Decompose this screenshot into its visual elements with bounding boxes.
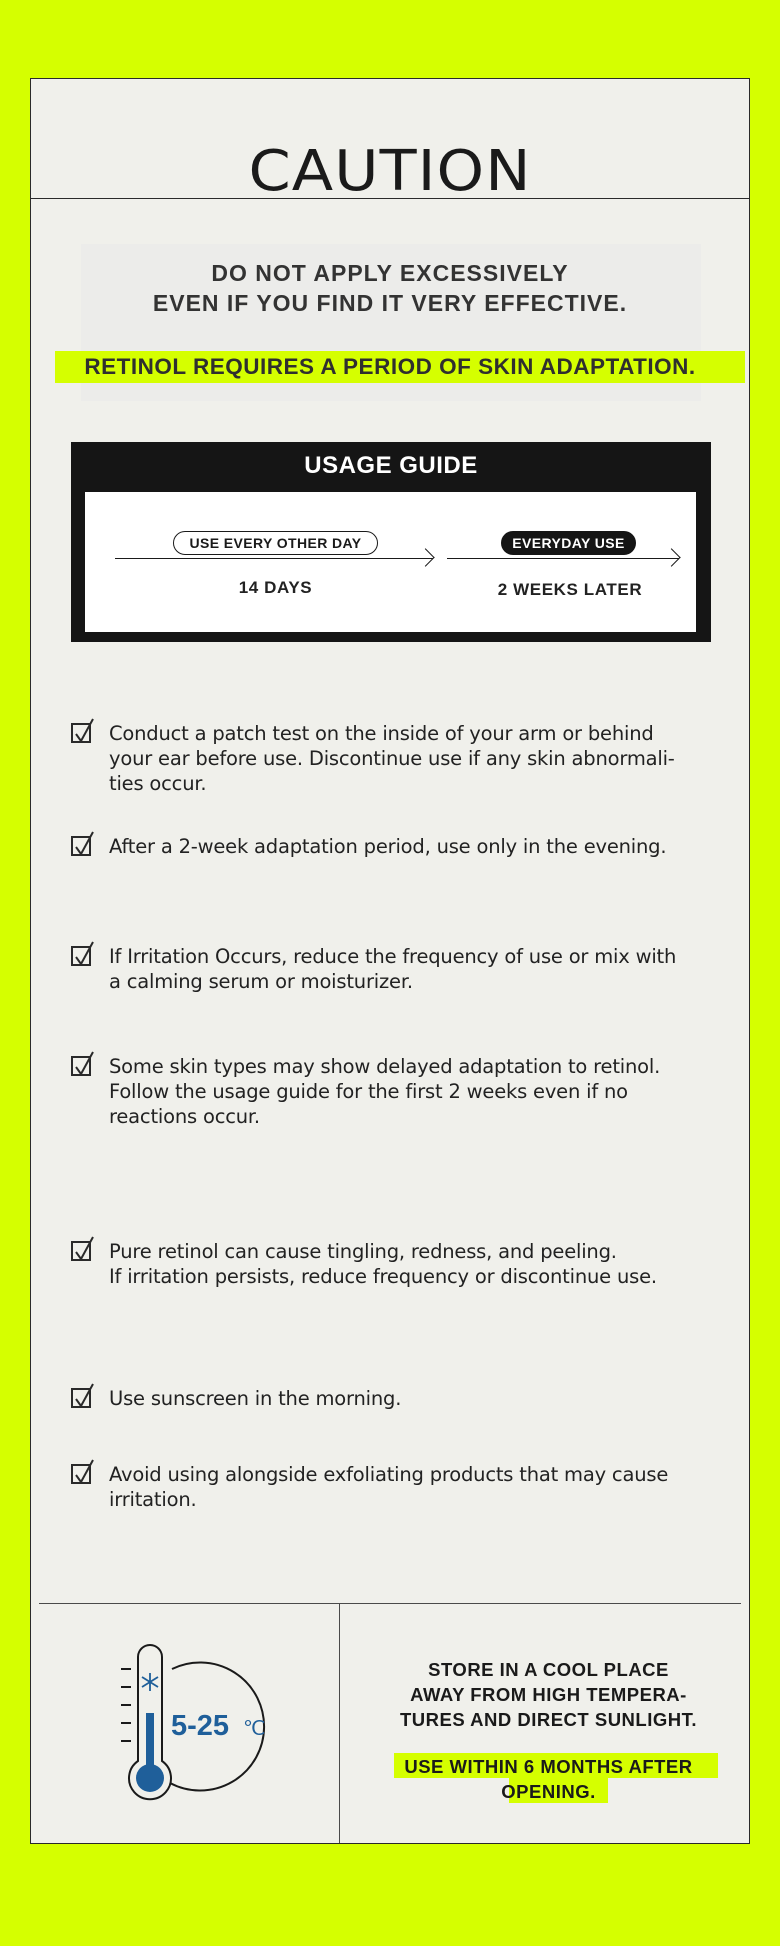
warning-line-1: DO NOT APPLY EXCESSIVELY: [211, 260, 569, 286]
temperature-unit: ℃: [243, 1718, 266, 1740]
checkbox-checked-icon: [71, 723, 91, 743]
usage-guide-title: USAGE GUIDE: [304, 452, 478, 479]
arrow-right-icon: [662, 548, 680, 566]
caution-card: [30, 78, 750, 1844]
storage-line-1: STORE IN A COOL PLACE: [428, 1659, 669, 1680]
checkbox-checked-icon: [71, 1241, 91, 1261]
step-2-badge: EVERYDAY USE: [501, 531, 636, 555]
storage-divider: [39, 1603, 741, 1604]
checklist-text: Conduct a patch test on the inside of your arm or behind your ear before use. Discontinue use if any skin abnormali- ties occur.: [109, 722, 675, 795]
checklist-text: If Irritation Occurs, reduce the frequency of use or mix with a calming serum or moisturizer.: [109, 945, 677, 993]
checkbox-checked-icon: [71, 1388, 91, 1408]
step-1-label: 14 DAYS: [238, 578, 313, 597]
caution-title: CAUTION: [248, 139, 532, 204]
expiry-line-1: USE WITHIN 6 MONTHS AFTER: [404, 1756, 693, 1777]
expiry-notice: [376, 1754, 721, 1804]
step-1-badge: USE EVERY OTHER DAY: [173, 531, 378, 555]
storage-line-2: AWAY FROM HIGH TEMPERA-: [410, 1684, 687, 1705]
checklist-text: After a 2-week adaptation period, use only in the evening.: [109, 835, 667, 858]
temperature-range: 5-25: [171, 1710, 230, 1742]
expiry-line-2: OPENING.: [501, 1781, 596, 1802]
checkbox-checked-icon: [71, 836, 91, 856]
step-2-arrow: [447, 558, 679, 559]
warning-line-2: EVEN IF YOU FIND IT VERY EFFECTIVE.: [152, 290, 628, 316]
storage-line-3: TURES AND DIRECT SUNLIGHT.: [399, 1709, 697, 1730]
checkbox-checked-icon: [71, 1056, 91, 1076]
checklist-text: Some skin types may show delayed adaptation to retinol. Follow the usage guide for the first 2 weeks even if no reactions occur.: [109, 1055, 661, 1128]
arrow-right-icon: [416, 548, 434, 566]
storage-instructions: [376, 1657, 721, 1732]
step-1-arrow: [115, 558, 433, 559]
checkbox-checked-icon: [71, 946, 91, 966]
storage-column-divider: [339, 1603, 340, 1843]
step-2-label: 2 WEEKS LATER: [497, 580, 643, 599]
checklist-text: Pure retinol can cause tingling, redness, and peeling. If irritation persists, reduce frequency or discontinue use.: [109, 1240, 657, 1288]
adaptation-warning: RETINOL REQUIRES A PERIOD OF SKIN ADAPTATION.: [84, 354, 696, 379]
thermometer-icon: [106, 1641, 276, 1811]
usage-guide-timeline: [85, 492, 696, 632]
checklist-text: Use sunscreen in the morning.: [109, 1387, 402, 1410]
usage-guide: [71, 442, 711, 642]
checkbox-checked-icon: [71, 1464, 91, 1484]
checklist-text: Avoid using alongside exfoliating products that may cause irritation.: [109, 1463, 669, 1511]
title-divider: [31, 198, 749, 199]
